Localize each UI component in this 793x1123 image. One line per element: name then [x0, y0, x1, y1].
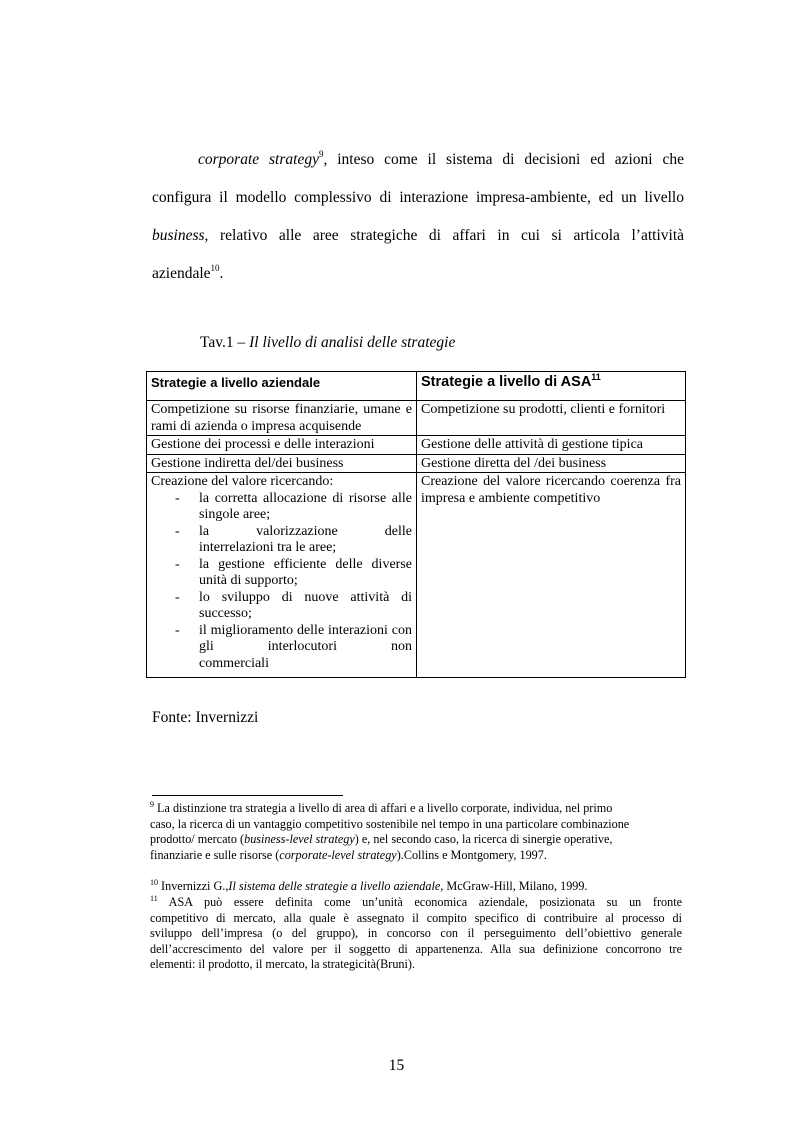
- footnote-text: ).Collins e Montgomery, 1997.: [396, 847, 547, 862]
- footnote-italic: Il sistema delle strategie a livello aziendale: [228, 879, 441, 893]
- paragraph-line-2: configura il modello complessivo di interazione impresa-ambiente, ed un livello: [152, 189, 684, 206]
- table-cell-left: Competizione su risorse finanziarie, umane e rami di azienda o impresa acquisende: [147, 401, 417, 436]
- footnote-11: [150, 895, 682, 973]
- footnote-line: caso, la ricerca di un vantaggio competitivo sostenibile nel tempo in una particolare combinazione: [150, 816, 630, 831]
- footnote-text: , McGraw-Hill, Milano, 1999.: [440, 879, 588, 893]
- header-asa-level: [417, 372, 686, 401]
- footnote-number: 11: [150, 894, 158, 903]
- caption-title: Il livello di analisi delle strategie: [249, 334, 456, 351]
- footnote-number: 9: [150, 800, 154, 809]
- paragraph-text: .: [219, 265, 224, 282]
- paragraph-text: , inteso come il sistema di decisioni ed azioni che: [323, 151, 684, 168]
- list-item: [151, 557, 412, 590]
- footnote-text: La distinzione tra strategia a livello di area di affari e a livello corporate, individua, nel primo: [154, 801, 613, 815]
- list-item: [151, 491, 412, 524]
- list-dash: -: [175, 556, 180, 572]
- header-asa-text: Strategie a livello di ASA: [421, 374, 592, 390]
- table-cell-right: Gestione diretta del /dei business: [417, 454, 686, 473]
- list-item-text: il miglioramento delle interazioni con gli interlocutori non: [199, 622, 412, 654]
- footnote-number: 10: [150, 878, 158, 887]
- table-row: [147, 454, 686, 473]
- footnote-line: dell’accrescimento del valore per il soggetto di appartenenza. Alla sua definizione concorrono tre: [150, 941, 682, 956]
- paragraph-line-3: [152, 217, 684, 255]
- body-paragraph: [152, 141, 684, 293]
- paragraph-text: , relativo alle aree strategiche di affari in cui si articola l’attività: [204, 227, 684, 244]
- paragraph-line-4: [152, 255, 684, 293]
- footnote-text: ) e, nel secondo caso, la ricerca di sinergie operative,: [354, 832, 613, 846]
- page-number: 15: [388, 1057, 405, 1074]
- footnote-ref-10: 10: [210, 263, 220, 273]
- list-item-text: la corretta allocazione di risorse alle singole aree;: [199, 490, 412, 522]
- footnote-text: ASA può essere definita come un’unità economica aziendale, posizionata su un fronte: [157, 895, 682, 909]
- table-row: [147, 473, 686, 678]
- header-corporate-level: Strategie a livello aziendale: [147, 372, 417, 401]
- footnote-line: [150, 832, 682, 848]
- list-dash: -: [175, 523, 180, 539]
- footnote-line: [150, 895, 682, 911]
- table-cell-left: Gestione dei processi e delle interazioni: [147, 436, 417, 455]
- paragraph-text: aziendale: [152, 265, 211, 282]
- table-cell-right: Creazione del valore ricercando coerenza fra impresa e ambiente competitivo: [417, 473, 686, 678]
- italic-term-business: business: [152, 227, 205, 244]
- list-item: [151, 623, 412, 673]
- list-item: [151, 590, 412, 623]
- footnote-line: [150, 879, 682, 895]
- footnote-ref-9: 9: [318, 149, 324, 159]
- table-row: [147, 436, 686, 455]
- table-cell-left: [147, 473, 417, 678]
- footnote-line: elementi: il prodotto, il mercato, la strategicità(Bruni).: [150, 957, 415, 971]
- footnote-italic: corporate-level strategy: [279, 847, 397, 862]
- value-creation-list: [151, 491, 412, 673]
- italic-term-corporate-strategy: corporate strategy: [198, 151, 319, 168]
- table-header-row: [147, 372, 686, 401]
- list-item: [151, 524, 412, 557]
- footnote-text: prodotto/ mercato (: [150, 832, 245, 846]
- table-source: Fonte: Invernizzi: [152, 709, 259, 726]
- footnote-separator: [152, 795, 343, 796]
- table-cell-right: Competizione su prodotti, clienti e fornitori: [417, 401, 686, 436]
- table-cell-left: Gestione indiretta del/dei business: [147, 454, 417, 473]
- table-caption: [200, 334, 455, 352]
- footnote-9: [150, 801, 682, 863]
- footnote-text: finanziarie e sulle risorse (: [150, 847, 280, 862]
- caption-prefix: Tav.1 –: [200, 334, 250, 351]
- footnote-line: competitivo di mercato, alla quale è assegnato il compito specifico di contribuire al processo di: [150, 910, 682, 925]
- footnote-line: [150, 848, 682, 864]
- strategy-levels-table: [146, 371, 686, 678]
- footnote-text: Invernizzi G.,: [158, 879, 229, 893]
- list-dash: -: [175, 622, 180, 638]
- footnote-line: sviluppo dell’impresa (o del gruppo), in concorso con il perseguimento dell’obiettivo generale: [150, 926, 682, 940]
- list-item-text: la valorizzazione delle: [199, 523, 412, 539]
- table-row: [147, 401, 686, 436]
- list-item-text: commerciali: [199, 655, 269, 671]
- list-dash: -: [175, 490, 180, 506]
- value-creation-intro: Creazione del valore ricercando:: [151, 474, 334, 489]
- table-cell-right: Gestione delle attività di gestione tipica: [417, 436, 686, 455]
- footnote-line: [150, 801, 682, 817]
- list-item-text: lo sviluppo di nuove attività di successo;: [199, 589, 412, 621]
- list-item-text: la gestione efficiente delle diverse unità di supporto;: [199, 556, 412, 588]
- list-item-text: interrelazioni tra le aree;: [199, 540, 337, 555]
- list-dash: -: [175, 589, 180, 605]
- footnote-10: [150, 879, 682, 895]
- footnote-ref-11: 11: [591, 372, 601, 382]
- paragraph-line-1: [152, 141, 684, 179]
- footnote-italic: business-level strategy: [244, 832, 355, 846]
